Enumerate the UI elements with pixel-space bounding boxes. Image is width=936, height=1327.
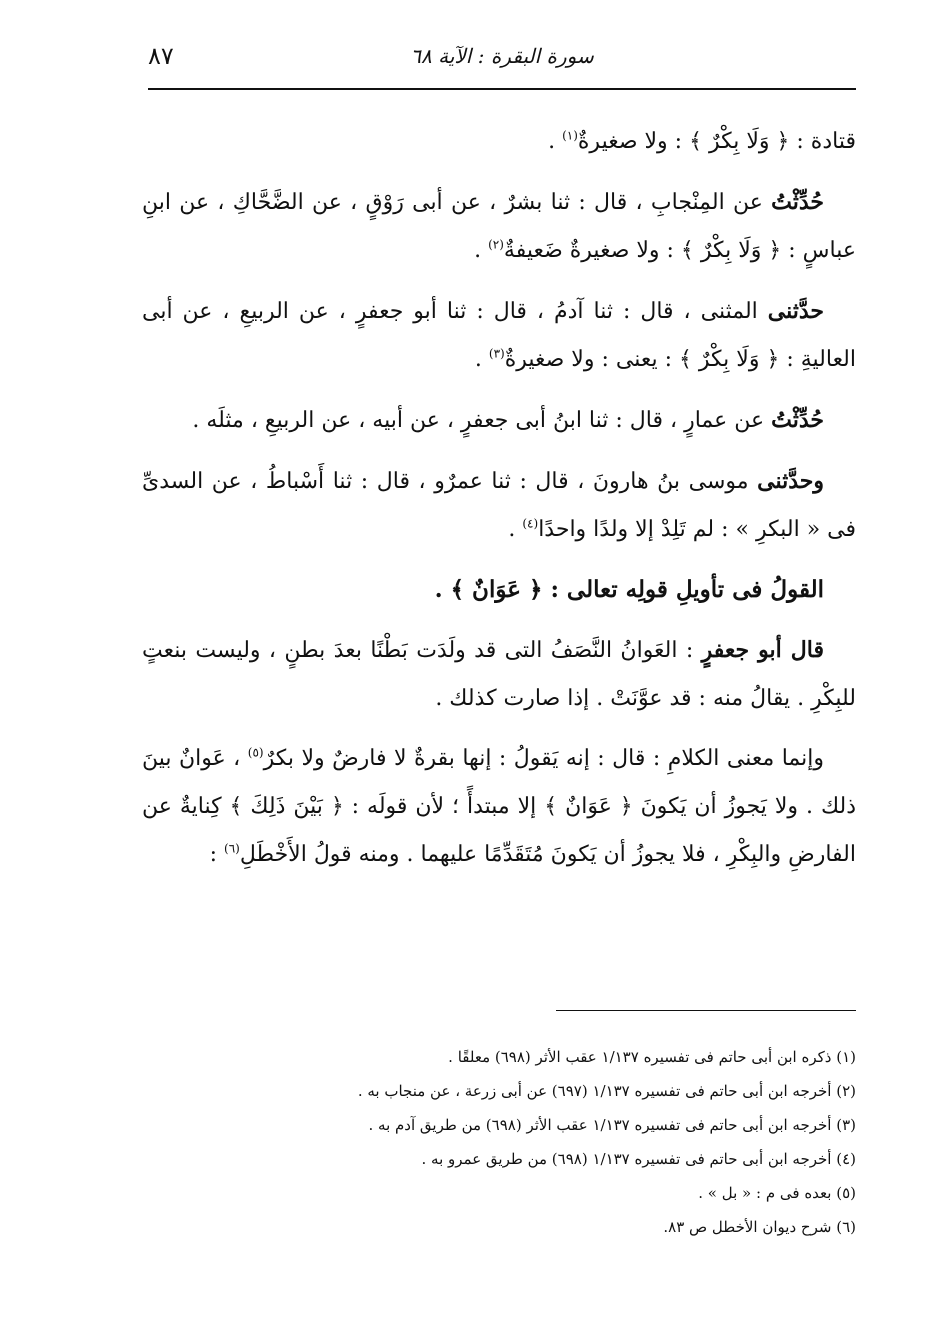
body-text <box>142 118 856 891</box>
footnote-1: (١) ذكره ابن أبى حاتم فى تفسيره ١/١٣٧ عقب الأثر (٦٩٨) معلقًا . <box>448 1048 856 1066</box>
header-rule <box>148 88 856 90</box>
paragraph-end: . <box>508 517 523 542</box>
paragraph-lead: حدَّثنى <box>767 298 824 324</box>
paragraph-text: عن عمارٍ ، قال : ثنا ابنُ أبى جعفرٍ ، عن أبيه ، عن الربيعِ ، مثلَه . <box>192 408 772 433</box>
paragraph-2 <box>142 178 856 275</box>
paragraph-lead: وحدَّثنى <box>757 468 824 494</box>
paragraph-3 <box>142 287 856 384</box>
section-heading: القولُ فى تأويلِ قولِه تعالى : ﴿ عَوَانٌ ﴾ . <box>434 576 824 603</box>
paragraph-end: : <box>209 842 225 867</box>
running-title: سورة البقرة : الآية ٦٨ <box>410 44 594 68</box>
paragraph-end: . <box>474 347 489 372</box>
paragraph-7 <box>142 735 856 879</box>
footnotes <box>142 1040 856 1244</box>
paragraph-text: وإنما معنى الكلامِ : قال : إنه يَقولُ : إنها بقرةٌ لا فارضٌ ولا بكرٌ <box>263 746 824 771</box>
paragraph-5 <box>142 457 856 554</box>
page-header <box>148 38 856 88</box>
paragraph-lead: حُدِّثْتُ <box>771 189 824 215</box>
paragraph-end: . <box>548 129 563 154</box>
footnote-3: (٣) أخرجه ابن أبى حاتم فى تفسيره ١/١٣٧ عقب الأثر (٦٩٨) من طريق آدم به . <box>368 1116 856 1134</box>
footnote-ref-1: (١) <box>562 128 578 143</box>
footnote-ref-3: (٣) <box>488 346 505 361</box>
footnote-ref-4: (٤) <box>522 516 539 531</box>
paragraph-6 <box>142 626 856 723</box>
footnote-6: (٦) شرح ديوان الأخطل ص ٨٣. <box>663 1218 856 1236</box>
footnote-ref-2: (٢) <box>488 237 504 252</box>
footnote-ref-6: (٦) <box>224 841 240 856</box>
paragraph-text: قتادة : ﴿ وَلَا بِكْرٌ ﴾ : ولا صغيرةٌ <box>577 129 856 154</box>
footnote-rule <box>556 1010 856 1011</box>
footnote-ref-5: (٥) <box>247 745 264 760</box>
footnote-2: (٢) أخرجه ابن أبى حاتم فى تفسيره ١/١٣٧ (٦٩٧) عن أبى زرعة ، عن منجاب به . <box>357 1082 856 1100</box>
page-number: ٨٧ <box>148 42 174 70</box>
footnote-4: (٤) أخرجه ابن أبى حاتم فى تفسيره ١/١٣٧ (٦٩٨) من طريق عمرو به . <box>421 1150 856 1168</box>
paragraph-text: عن المِنْجابِ ، قال : ثنا بشرٌ ، عن أبى رَوْقٍ ، عن الضَّحَّاكِ ، عن ابنِ عباسٍ : ﴿ وَلَا بِكْرٌ ﴾ : ولا صغيرةٌ ضَعيفةٌ <box>142 190 856 263</box>
paragraph-1 <box>142 118 856 166</box>
paragraph-lead: حُدِّثْتُ <box>771 407 824 433</box>
paragraph-text-continued: ، عَوانٌ بينَ ذلك . ولا يَجوزُ أن يَكونَ ﴿ عَوَانٌ ﴾ إلا مبتدأً ؛ لأن قولَه : ﴿ بَيْنَ ذَلِكَ ﴾ كِنايةٌ عن الفارضِ والبِكْرِ ، فلا يجوزُ أن يَكونَ مُتَقَدِّمًا عليهما . ومنه قولُ الأَخْطَلِ <box>142 746 856 867</box>
paragraph-4 <box>142 396 856 445</box>
paragraph-text: موسى بنُ هارونَ ، قال : ثنا عمرٌو ، قال : ثنا أَسْباطُ ، عن السدىِّ فى « البكرِ » : لم تَلِدْ إلا ولدًا واحدًا <box>142 469 856 542</box>
footnote-5: (٥) بعده فى م : « بل » . <box>698 1184 856 1202</box>
paragraph-lead: قال أبو جعفرٍ <box>701 637 824 663</box>
paragraph-end: . <box>474 238 489 263</box>
paragraph-text: : العَوانُ النَّصَفُ التى قد ولَدَت بَطْنًا بعدَ بطنٍ ، وليست بنعتٍ للبِكْرِ . يقالُ منه : قد عوَّنَتْ . إذا صارت كذلك . <box>142 638 856 711</box>
paragraph-text: المثنى ، قال : ثنا آدمُ ، قال : ثنا أبو جعفرٍ ، عن الربيعِ ، عن أبى العاليةِ : ﴿ وَلَا بِكْرٌ ﴾ : يعنى : ولا صغيرةٌ <box>142 299 856 372</box>
